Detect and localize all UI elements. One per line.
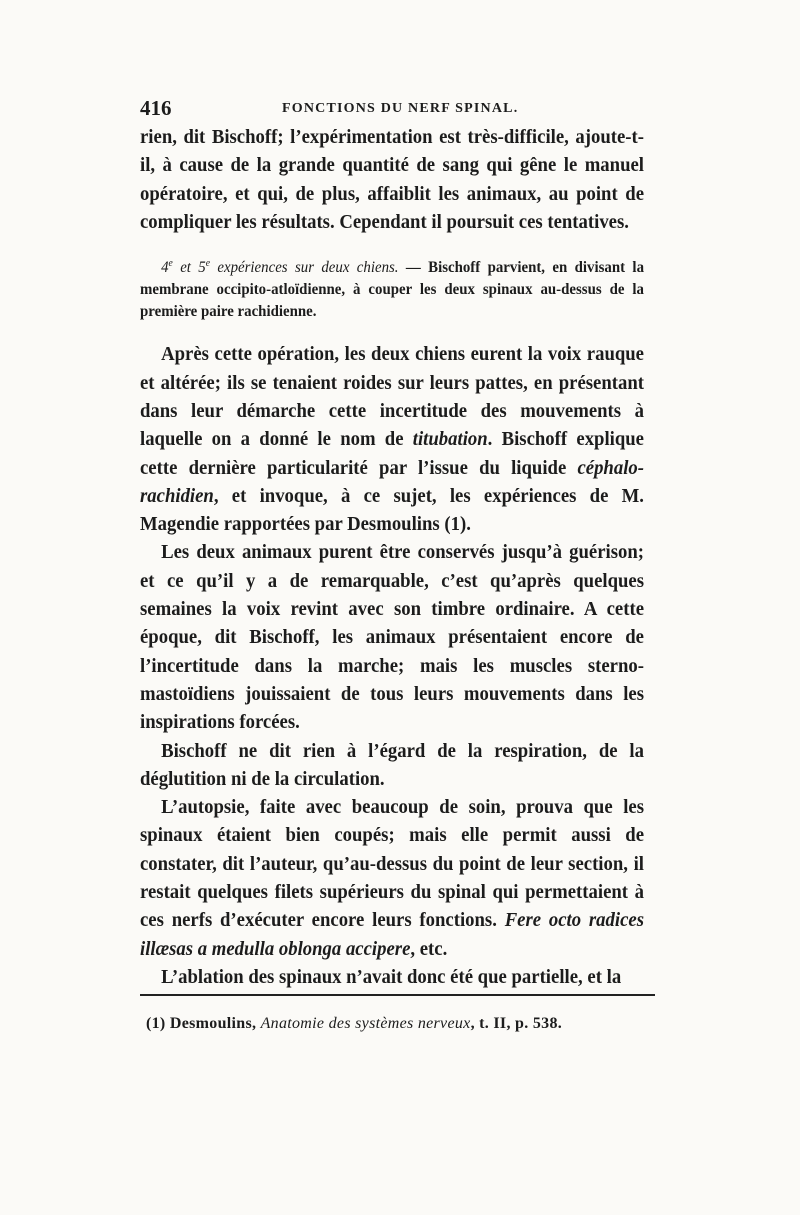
p5-text-b: , etc.	[410, 938, 448, 960]
page-header	[140, 96, 660, 126]
exp-number-4: 4	[161, 259, 169, 277]
latin-quote: Fere octo radices illæsas a medulla oblonga accipere	[140, 910, 644, 960]
p2-text-c: , et invoque, à ce sujet, les expériences de M. Magendie rapportées par Desmoulins (1).	[140, 485, 645, 536]
paragraph-continuation: rien, dit Bischoff; l’expérimentation est très-difficile, ajoute-t-il, à cause de la grande quantité de sang qui gêne le manuel opératoire, et qui, de plus, affaiblit les animaux, au point de compliquer les résultats. Cependant il poursuit ces tentatives.	[140, 127, 644, 233]
exp-et-5: et 5	[172, 259, 206, 277]
paragraph-recovery: Les deux animaux purent être conservés jusqu’à guérison; et ce qu’il y a de remarquable, c’est qu’après quelques semaines la voix revint avec son timbre ordinaire. A cette époque, dit Bischoff, les animaux présentaient encore de l’incertitude dans la marche; mais les muscles sterno-mastoïdiens jouissaient de tous leurs mouvements dans les inspirations forcées.	[140, 542, 644, 734]
p2-text-b: . Bischoff explique cette dernière particularité par l’issue du liquide	[140, 429, 644, 479]
term-titubation: titubation	[412, 429, 488, 451]
footnote-rule	[140, 994, 655, 996]
experiment-summary	[140, 253, 644, 323]
paragraph-ablation: L’ablation des spinaux n’avait donc été que partielle, et la	[161, 966, 622, 988]
experiment-label	[161, 259, 398, 276]
paragraph-autopsy	[140, 794, 644, 964]
p2-text-a: Après cette opération, les deux chiens eurent la voix rauque et altérée; ils se tenaient roides sur leurs pattes, en présentant dans leur démarche cette incertitude des mouvements à laquelle on a donné le nom de	[140, 344, 644, 451]
term-cephalo-rachidien: céphalo-rachidien	[140, 457, 644, 507]
p5-text-a: L’autopsie, faite avec beaucoup de soin, prouva que les spinaux étaient bien coupés; mais elle permit aussi de constater, dit l’auteur, qu’au-dessus du point de leur section, il restait quelques filets supérieurs du spinal qui permettaient à ces nerfs d’exécuter encore leurs fonctions.	[140, 797, 644, 932]
exp-sup-4: e	[168, 258, 173, 270]
exp-title: expériences sur deux chiens.	[210, 259, 399, 277]
footnote-title: Anatomie des systèmes nerveux	[260, 1015, 471, 1032]
footnote-reference: , t. II, p. 538.	[470, 1015, 563, 1032]
footnote-number: (1)	[146, 1015, 166, 1032]
body-text	[140, 124, 644, 992]
running-title: FONCTIONS DU NERF SPINAL.	[282, 101, 519, 116]
footnote	[146, 1015, 666, 1033]
paragraph-operation	[140, 341, 644, 539]
paragraph-respiration: Bischoff ne dit rien à l’égard de la respiration, de la déglutition ni de la circulation.	[140, 740, 644, 790]
experiment-description: — Bischoff parvient, en divisant la membrane occipito-atloïdienne, à couper les deux spinaux au-dessus de la première paire rachidienne.	[140, 259, 645, 321]
page-number: 416	[140, 96, 172, 120]
exp-sup-5: e	[205, 258, 211, 270]
footnote-author: Desmoulins,	[165, 1015, 261, 1032]
